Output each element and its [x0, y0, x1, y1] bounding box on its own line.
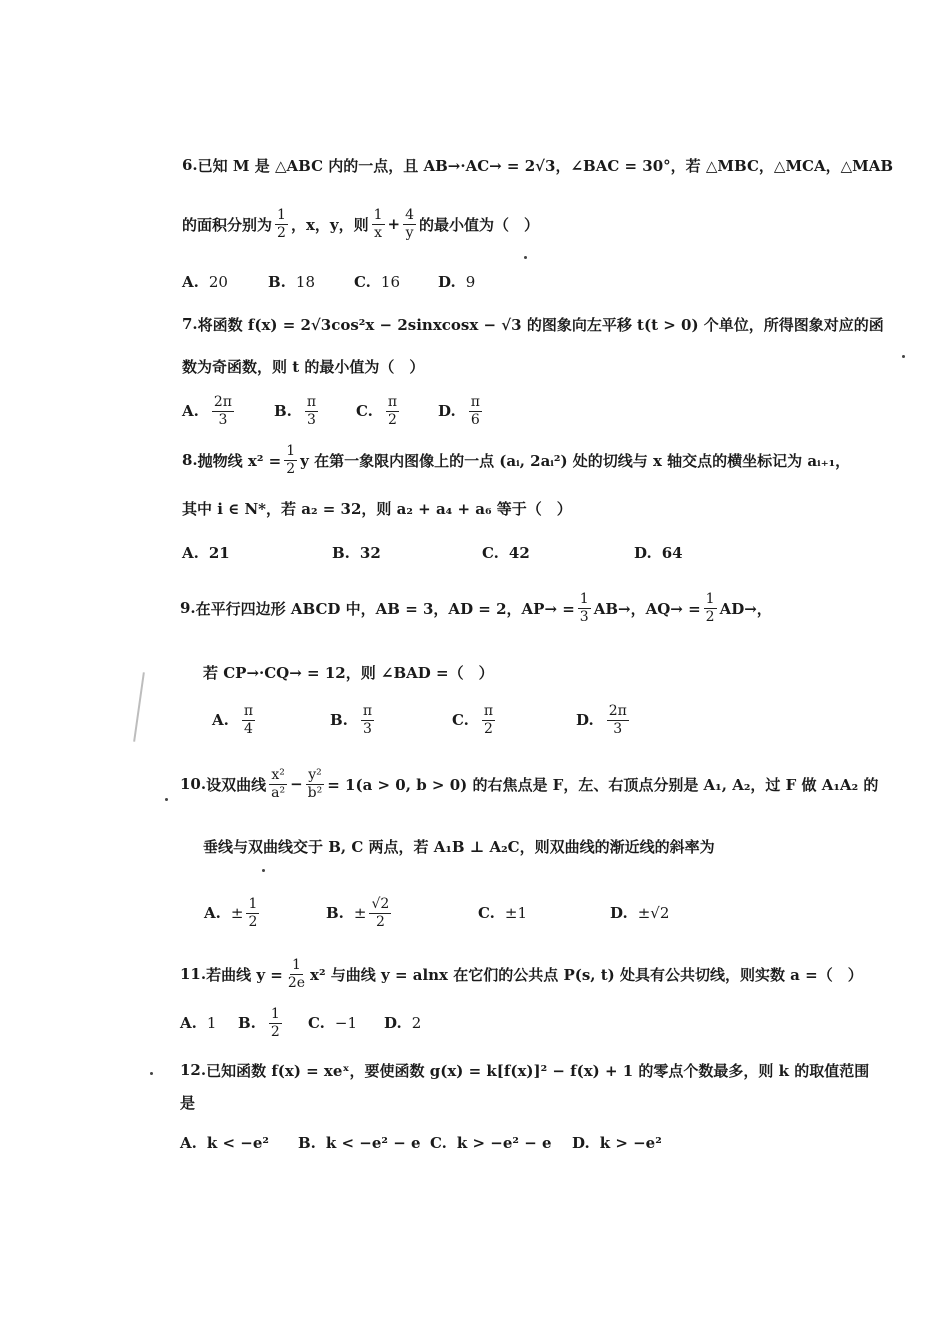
question-number: 12.	[180, 1061, 207, 1079]
fraction-denominator: 2	[248, 913, 258, 930]
option-label: B.	[330, 711, 348, 729]
option-d[interactable]	[438, 259, 475, 305]
option-c[interactable]	[482, 530, 530, 576]
fraction	[269, 1007, 282, 1039]
fraction-denominator: 6	[470, 411, 480, 428]
option-label: C.	[430, 1134, 447, 1152]
question-number: 7.	[182, 315, 198, 333]
fraction-numerator: 1	[277, 206, 286, 223]
option-a[interactable]	[182, 259, 228, 305]
option-label: D.	[634, 544, 652, 562]
question-10-line-2	[203, 826, 715, 866]
option-a[interactable]	[180, 1000, 216, 1046]
option-label: A.	[180, 1014, 197, 1032]
fraction-denominator: x	[374, 224, 383, 241]
option-label: B.	[238, 1014, 256, 1032]
option-b[interactable]	[332, 530, 381, 576]
fraction	[372, 208, 385, 240]
fraction-numerator: 1	[270, 1005, 280, 1022]
question-stem: 垂线与双曲线交于 B, C 两点，若 A₁B ⊥ A₂C，则双曲线的渐近线的斜率为	[203, 837, 715, 856]
option-value: 20	[208, 273, 228, 291]
question-stem: 将函数 f(x) = 2√3cos²x − 2sinxcosx − √3 的图象向左平移 t(t > 0) 个单位，所得图象对应的函	[197, 315, 884, 334]
fraction-denominator: 2	[375, 913, 385, 930]
fraction-denominator: 2	[484, 720, 493, 737]
option-label: C.	[308, 1014, 325, 1032]
fraction	[284, 444, 297, 476]
question-9-line-1	[180, 588, 772, 628]
option-label: C.	[482, 544, 499, 562]
option-value: 18	[295, 273, 315, 291]
option-value: ±1	[504, 904, 528, 922]
option-label: D.	[572, 1134, 590, 1152]
fraction-numerator: 1	[373, 206, 383, 223]
fraction	[482, 704, 495, 736]
option-a[interactable]	[182, 388, 237, 434]
fraction-numerator: π	[387, 393, 398, 410]
scan-dot	[165, 798, 168, 801]
option-label: B.	[274, 402, 292, 420]
option-value: 64	[661, 544, 683, 562]
option-value: 42	[508, 544, 530, 562]
fraction-denominator: 3	[307, 411, 316, 428]
fraction-numerator: 1	[286, 442, 296, 459]
question-stem: = 1(a > 0, b > 0) 的右焦点是 F，左、右顶点分别是 A₁, A₂，过 F 做 A₁A₂ 的	[327, 775, 879, 794]
option-d[interactable]	[572, 1120, 662, 1166]
fraction-numerator: 1	[705, 590, 715, 607]
option-label: D.	[438, 402, 456, 420]
question-stem: 的面积分别为	[182, 215, 273, 234]
question-stem: 设双曲线	[206, 775, 267, 794]
fraction	[704, 592, 717, 624]
scan-dot	[902, 355, 905, 358]
fraction-numerator: y²	[308, 766, 322, 783]
option-c[interactable]	[452, 697, 498, 743]
question-6-line-1	[182, 145, 893, 185]
option-b[interactable]	[274, 388, 321, 434]
fraction-numerator: 1	[248, 895, 258, 912]
fraction-denominator: 2e	[287, 974, 306, 991]
question-stem: −	[290, 775, 303, 793]
fraction-numerator: 2π	[213, 393, 232, 410]
scan-smudge-mark	[133, 672, 145, 742]
option-label: D.	[576, 711, 594, 729]
fraction-denominator: 2	[270, 1023, 280, 1040]
question-stem: ，x，y，则	[290, 215, 369, 234]
fraction-denominator: a²	[271, 784, 286, 801]
fraction-denominator: 2	[705, 608, 715, 625]
question-stem: 若 CP→·CQ→ = 12，则 ∠BAD =（ ）	[203, 663, 494, 682]
option-b[interactable]	[330, 697, 377, 743]
option-d[interactable]	[438, 388, 485, 434]
fraction-numerator: π	[470, 393, 480, 410]
scan-dot	[262, 869, 265, 872]
option-sign: ±	[353, 904, 367, 922]
fraction-numerator: 4	[405, 206, 415, 223]
fraction-numerator: π	[306, 393, 317, 410]
option-value: k < −e²	[206, 1134, 269, 1152]
option-label: B.	[268, 273, 286, 291]
option-label: A.	[180, 1134, 197, 1152]
option-label: A.	[182, 402, 199, 420]
fraction-numerator: √2	[371, 895, 390, 912]
question-stem: x² 与曲线 y = alnx 在它们的公共点 P(s, t) 处具有公共切线，则实数 a =（ ）	[310, 965, 863, 984]
question-stem: AB→，AQ→ =	[593, 599, 701, 618]
option-value: 21	[208, 544, 230, 562]
question-stem: +	[387, 215, 401, 233]
option-label: A.	[182, 273, 199, 291]
option-value: 16	[380, 273, 400, 291]
option-label: A.	[212, 711, 229, 729]
question-number: 11.	[180, 965, 207, 983]
option-value: 1	[206, 1014, 217, 1032]
fraction-numerator: π	[362, 702, 373, 719]
option-a[interactable]	[204, 890, 262, 936]
option-label: C.	[356, 402, 373, 420]
option-label: D.	[384, 1014, 402, 1032]
option-b[interactable]	[326, 890, 394, 936]
fraction-numerator: 1	[291, 956, 301, 973]
fraction-denominator: 3	[613, 720, 623, 737]
fraction	[246, 897, 259, 929]
fraction	[275, 208, 288, 240]
fraction	[306, 768, 325, 800]
fraction-numerator: 1	[579, 590, 589, 607]
option-c[interactable]	[354, 259, 400, 305]
question-stem: AD→，	[719, 599, 772, 618]
question-number: 9.	[180, 599, 196, 617]
fraction	[286, 958, 307, 990]
option-label: A.	[204, 904, 221, 922]
fraction-denominator: 3	[218, 411, 228, 428]
fraction-denominator: 4	[244, 720, 253, 737]
fraction	[242, 704, 255, 736]
fraction-numerator: π	[483, 702, 494, 719]
option-c[interactable]	[356, 388, 402, 434]
fraction	[578, 592, 591, 624]
question-number: 10.	[180, 775, 207, 793]
option-value: ±√2	[637, 904, 670, 922]
question-stem: 的最小值为（ ）	[419, 215, 540, 234]
option-d[interactable]	[576, 697, 632, 743]
question-10-line-1	[180, 764, 878, 804]
fraction-denominator: 3	[363, 720, 372, 737]
option-d[interactable]	[384, 1000, 421, 1046]
option-d[interactable]	[610, 890, 669, 936]
fraction-denominator: 2	[286, 460, 296, 477]
fraction-denominator: 3	[579, 608, 589, 625]
option-b[interactable]	[268, 259, 315, 305]
question-12-line-2	[180, 1082, 195, 1122]
option-label: B.	[298, 1134, 316, 1152]
fraction-denominator: 2	[388, 411, 397, 428]
fraction	[403, 208, 416, 240]
option-label: A.	[182, 544, 199, 562]
option-c[interactable]	[478, 890, 527, 936]
option-a[interactable]	[212, 697, 258, 743]
question-stem: 是	[180, 1093, 196, 1112]
question-stem: 数为奇函数，则 t 的最小值为（ ）	[182, 357, 425, 376]
fraction	[305, 395, 318, 427]
fraction	[386, 395, 399, 427]
option-label: B.	[326, 904, 344, 922]
fraction-numerator: π	[243, 702, 254, 719]
question-7-line-2	[182, 346, 424, 386]
question-stem: y 在第一象限内图像上的一点 (aᵢ, 2aᵢ²) 处的切线与 x 轴交点的横坐标记为 aᵢ₊₁，	[300, 451, 851, 470]
fraction-numerator: 2π	[608, 702, 627, 719]
question-8-line-2	[182, 488, 572, 528]
scan-dot	[150, 1072, 153, 1075]
question-stem: 已知函数 f(x) = xeˣ，要使函数 g(x) = k[f(x)]² − f(x) + 1 的零点个数最多，则 k 的取值范围	[206, 1061, 870, 1080]
fraction-denominator: 2	[277, 224, 286, 241]
fraction	[269, 768, 287, 800]
option-value: k < −e² − e	[325, 1134, 421, 1152]
option-b[interactable]	[298, 1120, 421, 1166]
option-label: D.	[610, 904, 628, 922]
question-8-line-1	[182, 440, 850, 480]
question-stem: 抛物线 x² =	[197, 451, 282, 470]
option-sign: ±	[230, 904, 244, 922]
question-number: 6.	[182, 156, 198, 174]
fraction-denominator: y	[405, 224, 414, 241]
question-stem: 在平行四边形 ABCD 中，AB = 3，AD = 2，AP→ =	[195, 599, 575, 618]
option-value: k > −e² − e	[456, 1134, 552, 1152]
option-d[interactable]	[634, 530, 683, 576]
option-label: C.	[452, 711, 469, 729]
fraction	[607, 704, 629, 736]
option-value: 2	[411, 1014, 422, 1032]
option-b[interactable]	[238, 1000, 285, 1046]
fraction	[469, 395, 482, 427]
option-label: C.	[354, 273, 371, 291]
question-number: 8.	[182, 451, 198, 469]
option-c[interactable]	[430, 1120, 552, 1166]
question-9-line-2	[203, 652, 494, 692]
question-stem: 已知 M 是 △ABC 内的一点，且 AB→·AC→ = 2√3，∠BAC = 30°，若 △MBC，△MCA，△MAB	[197, 156, 894, 175]
option-value: 9	[465, 273, 476, 291]
fraction-numerator: x²	[271, 766, 285, 783]
scan-dot	[524, 256, 527, 259]
option-value: −1	[334, 1014, 358, 1032]
fraction	[361, 704, 374, 736]
option-label: D.	[438, 273, 456, 291]
option-label: B.	[332, 544, 350, 562]
fraction-denominator: b²	[307, 784, 323, 801]
question-6-line-2	[182, 204, 539, 244]
question-7-line-1	[182, 304, 884, 344]
question-11-line-1	[180, 954, 863, 994]
option-a[interactable]	[180, 1120, 269, 1166]
question-stem: 其中 i ∈ N*，若 a₂ = 32，则 a₂ + a₄ + a₆ 等于（ ）	[182, 499, 572, 518]
option-c[interactable]	[308, 1000, 357, 1046]
fraction	[212, 395, 234, 427]
question-stem: 若曲线 y =	[206, 965, 283, 984]
option-a[interactable]	[182, 530, 230, 576]
option-value: 32	[359, 544, 381, 562]
option-value: k > −e²	[599, 1134, 662, 1152]
question-12-line-1	[180, 1050, 869, 1090]
option-label: C.	[478, 904, 495, 922]
fraction	[369, 897, 391, 929]
